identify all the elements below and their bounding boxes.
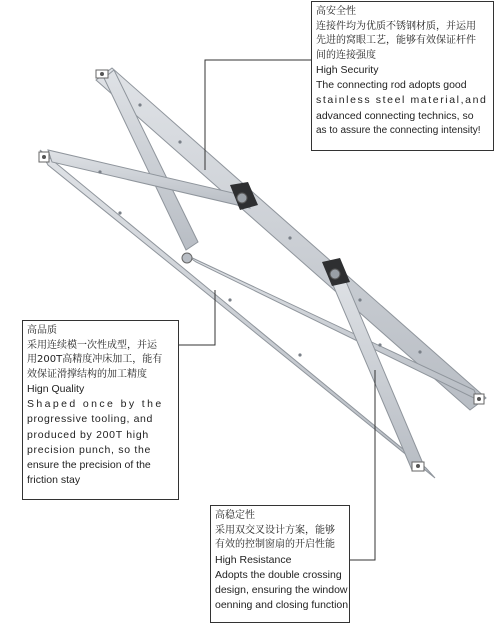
end-bracket-bottom (412, 462, 424, 471)
security-desc-en-2: stainless steel material,and (316, 94, 488, 107)
resistance-desc-cn-1: 采用双交叉设计方案，能够 (215, 524, 335, 536)
resistance-desc-en-2: design, ensuring the window (215, 583, 348, 596)
upper-cross-arm-a (104, 70, 198, 250)
quality-desc-en-6: friction stay (27, 474, 81, 487)
quality-title-en: Hign Quality (27, 383, 85, 395)
security-title-en: High Security (316, 64, 379, 76)
security-desc-en-4: as to assure the connecting intensity! (316, 124, 481, 136)
security-desc-cn-1: 连接件均为优质不锈钢材质，并运用 (316, 20, 476, 32)
quality-desc-en-5: ensure the precision of the (27, 459, 151, 472)
security-desc-en-3: advanced connecting technics, so (316, 109, 474, 122)
quality-title-cn: 高品质 (27, 325, 57, 336)
end-bracket-top (96, 70, 108, 78)
security-desc-en-1: The connecting rod adopts good (316, 79, 467, 92)
resistance-title-cn: 高稳定性 (215, 510, 255, 521)
quality-desc-cn-1: 采用连续模一次性成型，并运 (27, 339, 157, 351)
security-desc-cn-2: 先进的窝眼工艺，能够有效保证杆件 (316, 35, 476, 46)
callout-high-resistance (210, 505, 350, 623)
quality-desc-en-4: precision punch, so the (27, 443, 152, 456)
quality-desc-cn-3: 效保证滑撑结构的加工精度 (27, 368, 147, 380)
callout-high-security (311, 1, 494, 151)
end-bracket-right (474, 394, 484, 404)
security-desc-cn-3: 间的连接强度 (316, 49, 376, 61)
quality-desc-en-2: progressive tooling, and (27, 413, 153, 426)
callout-high-quality (22, 320, 179, 500)
quality-desc-en-1: Shaped once by the (27, 398, 164, 411)
quality-desc-en-3: produced by 200T high (27, 428, 149, 441)
security-title-cn: 高安全性 (316, 6, 356, 17)
resistance-desc-cn-2: 有效的控制窗扇的开启性能 (215, 539, 335, 550)
cross-joint-left (182, 253, 192, 263)
end-bracket-left (39, 152, 49, 162)
resistance-title-en: High Resistance (215, 553, 292, 566)
resistance-desc-en-3: oenning and closing function (215, 599, 349, 612)
quality-desc-cn-2: 用200T高精度冲床加工，能有 (27, 354, 163, 365)
resistance-desc-en-1: Adopts the double crossing (215, 568, 342, 581)
